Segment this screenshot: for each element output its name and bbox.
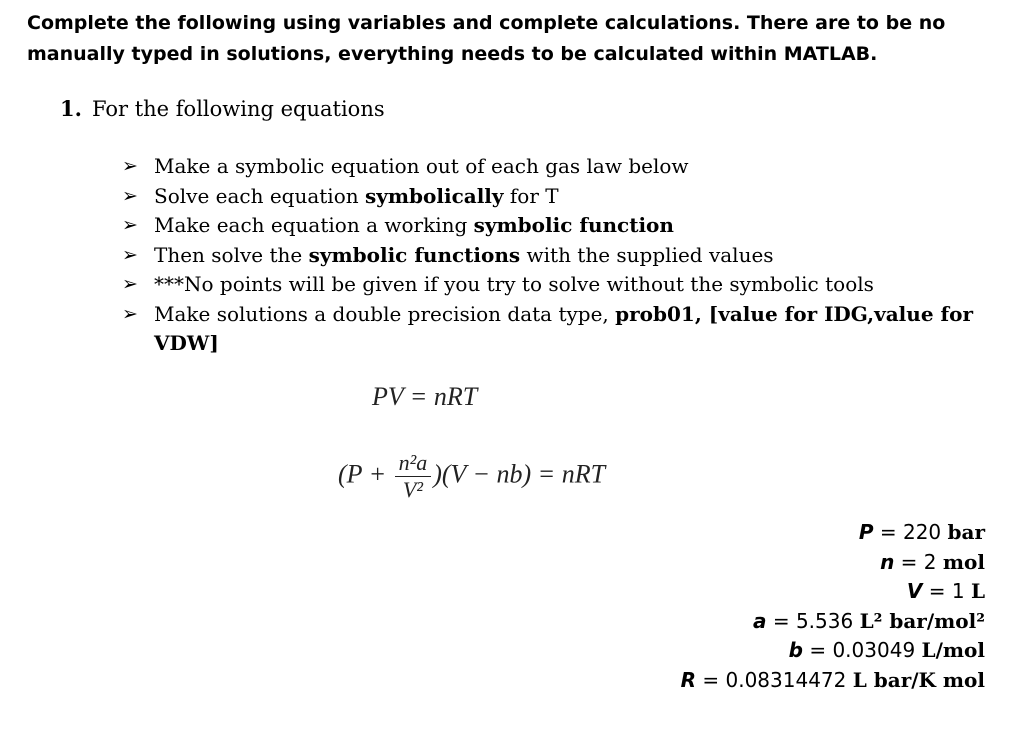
instructions-intro: Complete the following using variables and complete calculations. There are to be no manually typed in solutions, everything needs to be calculated within MATLAB. bbox=[27, 12, 946, 65]
question-number: 1. bbox=[60, 96, 82, 121]
question-text: For the following equations bbox=[91, 97, 385, 121]
list-item: ➢ Solve each equation symbolically for T bbox=[122, 182, 982, 212]
list-item: ➢ Make a symbolic equation out of each gas law below bbox=[122, 152, 982, 182]
arrow-bullet-icon: ➢ bbox=[122, 155, 138, 177]
list-item: ➢ Make solutions a double precision data type, prob01, [value for IDG,value for VDW] bbox=[122, 301, 973, 355]
value-row: V = 1 L bbox=[906, 579, 985, 603]
arrow-bullet-icon: ➢ bbox=[122, 243, 138, 266]
value-row: b = 0.03049 L/mol bbox=[788, 638, 985, 662]
van-der-waals-equation: (P + $\frac{\text{n²a}}{\text{V²}}$ )(V − nb) = nRT bbox=[338, 450, 606, 502]
value-row: R = 0.08314472 L bar/K mol bbox=[680, 667, 985, 692]
arrow-bullet-icon: ➢ bbox=[122, 214, 138, 236]
ideal-gas-equation: PV = nRT bbox=[372, 382, 478, 411]
question-heading bbox=[60, 94, 385, 124]
supplied-values bbox=[681, 518, 985, 695]
fraction: $\frac{\text{n²a}}{\text{V²}}$ bbox=[395, 450, 432, 503]
arrow-bullet-icon: ➢ bbox=[122, 184, 138, 207]
arrow-bullet-icon: ➢ bbox=[122, 302, 138, 325]
arrow-bullet-icon: ➢ bbox=[122, 273, 138, 295]
list-item: ➢ Make each equation a working symbolic function bbox=[122, 211, 982, 241]
value-row: P = 220 bar bbox=[858, 520, 985, 544]
value-row: a = 5.536 L² bar/mol² bbox=[752, 608, 985, 633]
task-list bbox=[122, 152, 982, 359]
list-item: ➢ Then solve the symbolic functions with the supplied values bbox=[122, 241, 982, 271]
value-row: n = 2 mol bbox=[880, 549, 985, 574]
list-item: ➢ ***No points will be given if you try to solve without the symbolic tools bbox=[122, 270, 982, 300]
